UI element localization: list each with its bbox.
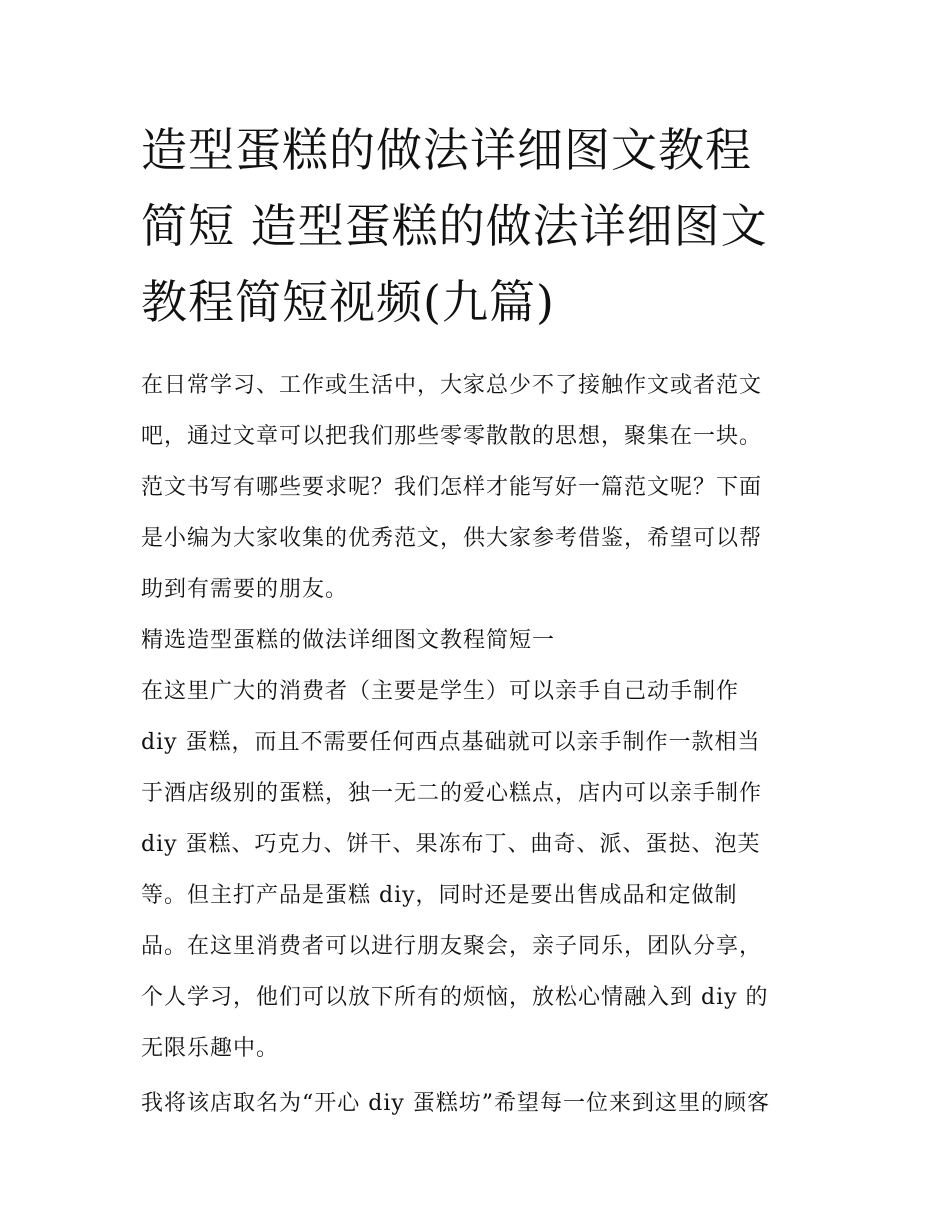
text-line: 我将该店取名为“开心 diy 蛋糕坊”希望每一位来到这里的顾客	[141, 1091, 771, 1116]
text-line: 个人学习，他们可以放下所有的烦恼，放松心情融入到 diy 的	[141, 985, 769, 1010]
document-page	[141, 112, 821, 1129]
text-line: diy 蛋糕，而且不需要任何西点基础就可以亲手制作一款相当	[141, 730, 761, 755]
text-line: 于酒店级别的蛋糕，独一无二的爱心糕点，店内可以亲手制作	[141, 781, 763, 806]
section-heading: 精选造型蛋糕的做法详细图文教程简短一	[141, 628, 556, 653]
text-line: 吧，通过文章可以把我们那些零零散散的思想，聚集在一块。	[141, 424, 763, 449]
body-paragraph	[141, 666, 821, 1074]
title-line: 简短 造型蛋糕的做法详细图文	[141, 199, 768, 253]
text-line: 助到有需要的朋友。	[141, 577, 349, 602]
text-line: 等。但主打产品是蛋糕 diy，同时还是要出售成品和定做制	[141, 883, 738, 908]
next-paragraph	[141, 1078, 821, 1129]
text-line: 是小编为大家收集的优秀范文，供大家参考借鉴，希望可以帮	[141, 526, 763, 551]
document-title	[141, 112, 821, 340]
intro-paragraph	[141, 360, 821, 615]
title-line: 教程简短视频(九篇)	[141, 275, 555, 329]
text-line: 范文书写有哪些要求呢？我们怎样才能写好一篇范文呢？下面	[141, 475, 763, 500]
text-line: 品。在这里消费者可以进行朋友聚会，亲子同乐，团队分享，	[141, 934, 763, 959]
title-line: 造型蛋糕的做法详细图文教程	[141, 123, 752, 177]
text-line: diy 蛋糕、巧克力、饼干、果冻布丁、曲奇、派、蛋挞、泡芙	[141, 832, 761, 857]
text-line: 在这里广大的消费者（主要是学生）可以亲手自己动手制作	[141, 679, 740, 704]
text-line: 在日常学习、工作或生活中，大家总少不了接触作文或者范文	[141, 373, 763, 398]
text-line: 无限乐趣中。	[141, 1036, 280, 1061]
